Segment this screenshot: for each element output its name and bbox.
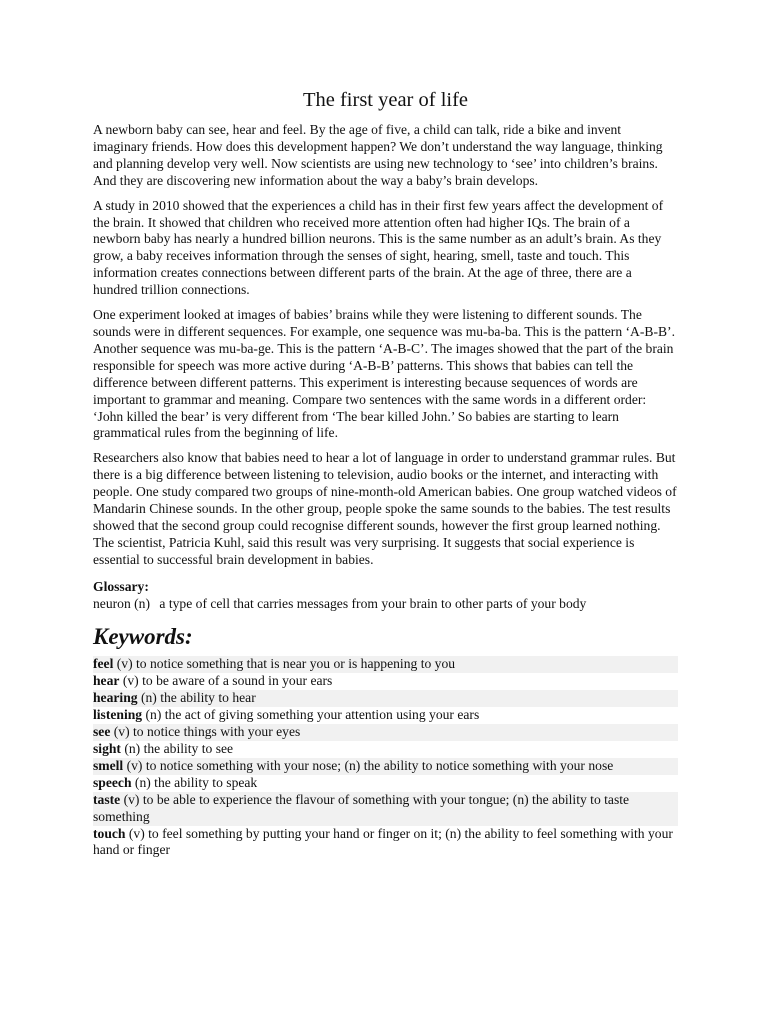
glossary-entry bbox=[93, 596, 678, 613]
keyword-word: listening bbox=[93, 707, 143, 723]
keyword-word: smell bbox=[93, 757, 124, 773]
keyword-item-feel bbox=[93, 656, 678, 673]
paragraph-study-2010: A study in 2010 showed that the experiences a child has in their first few years affect the development of the brain. It showed that children who received more attention often had higher IQs. The brain of a newborn baby has nearly a hundred billion neurons. This is the same number as an adult’s brain. As they grow, a baby receives information through the senses of sight, hearing, smell, taste and touch. This information creates connections between different parts of the brain. At the age of three, there are a hundred trillion connections. bbox=[93, 197, 664, 298]
keyword-item-speech bbox=[93, 775, 678, 792]
keyword-definition: (v) to be aware of a sound in your ears bbox=[122, 673, 333, 689]
keyword-word: see bbox=[93, 724, 111, 740]
keyword-item-see bbox=[93, 724, 678, 741]
keywords-list bbox=[93, 656, 678, 859]
keyword-definition: (v) to feel something by putting your hand or finger on it; (n) the ability to feel something with your hand or finger bbox=[93, 825, 673, 858]
keyword-item-hearing bbox=[93, 690, 678, 707]
keyword-word: sight bbox=[93, 741, 121, 756]
keyword-definition: (v) to be able to experience the flavour of something with your tongue; (n) the ability to taste something bbox=[93, 791, 630, 824]
keyword-definition: (v) to notice something that is near you or is happening to you bbox=[116, 656, 456, 672]
keyword-definition: (n) the ability to speak bbox=[134, 774, 258, 790]
keyword-word: speech bbox=[93, 774, 132, 790]
keyword-definition: (v) to notice something with your nose; (n) the ability to notice something with your nose bbox=[126, 757, 614, 773]
paragraph-researchers: Researchers also know that babies need to hear a lot of language in order to understand grammar rules. But there is a big difference between listening to television, audio books or the internet, and interacting with people. One study compared two groups of nine-month-old American babies. One group watched videos of Mandarin Chinese sounds. In the other group, people spoke the same sounds to the babies. The test results showed that the second group could recognise different sounds, however the first group learned nothing. The scientist, Patricia Kuhl, said this result was very surprising. It suggests that social experience is essential to successful brain development in babies. bbox=[93, 450, 677, 567]
keyword-item-sight bbox=[93, 741, 678, 758]
glossary-term: neuron (n) bbox=[93, 595, 150, 611]
keyword-item-listening bbox=[93, 707, 678, 724]
keyword-word: hearing bbox=[93, 690, 138, 706]
document-title: The first year of life bbox=[302, 89, 469, 111]
glossary-definition: a type of cell that carries messages from your brain to other parts of your body bbox=[159, 595, 587, 611]
keyword-definition: (n) the ability to hear bbox=[140, 690, 256, 706]
document-page bbox=[93, 86, 678, 859]
keyword-word: hear bbox=[93, 673, 120, 689]
keyword-item-touch bbox=[93, 826, 678, 860]
keywords-heading: Keywords: bbox=[93, 624, 193, 650]
keyword-word: touch bbox=[93, 825, 126, 841]
keyword-definition: (v) to notice things with your eyes bbox=[113, 724, 301, 740]
keyword-item-smell bbox=[93, 758, 678, 775]
keyword-definition: (n) the ability to see bbox=[124, 741, 234, 756]
keyword-definition: (n) the act of giving something your attention using your ears bbox=[145, 707, 480, 723]
keyword-word: feel bbox=[93, 656, 114, 672]
paragraph-intro: A newborn baby can see, hear and feel. By the age of five, a child can talk, ride a bike and invent imaginary friends. How does this development happen? We don’t understand the way language, thinking and planning develop very well. Now scientists are using new technology to ‘see’ into children’s brains. And they are discovering new information about the way a baby’s brain develops. bbox=[93, 122, 663, 188]
glossary-heading: Glossary: bbox=[93, 578, 149, 594]
keyword-item-hear bbox=[93, 673, 678, 690]
paragraph-experiment: One experiment looked at images of babies’ brains while they were listening to different sounds. The sounds were in different sequences. For example, one sequence was mu-ba-ba. This is the pattern ‘A-B-B’. Another sequence was mu-ba-ge. This is the pattern ‘A-B-C’. The images showed that the part of the brain responsible for speech was more active during ‘A-B-B’ patterns. This shows that babies can tell the difference between different patterns. This experiment is interesting because sequences of words are important to grammar and meaning. Compare two sentences with the same words in a different order: ‘John killed the bear’ is very different from ‘The bear killed John.’ So babies are starting to learn grammatical rules from the beginning of life. bbox=[93, 307, 675, 441]
keyword-word: taste bbox=[93, 791, 121, 807]
keyword-item-taste bbox=[93, 792, 678, 826]
